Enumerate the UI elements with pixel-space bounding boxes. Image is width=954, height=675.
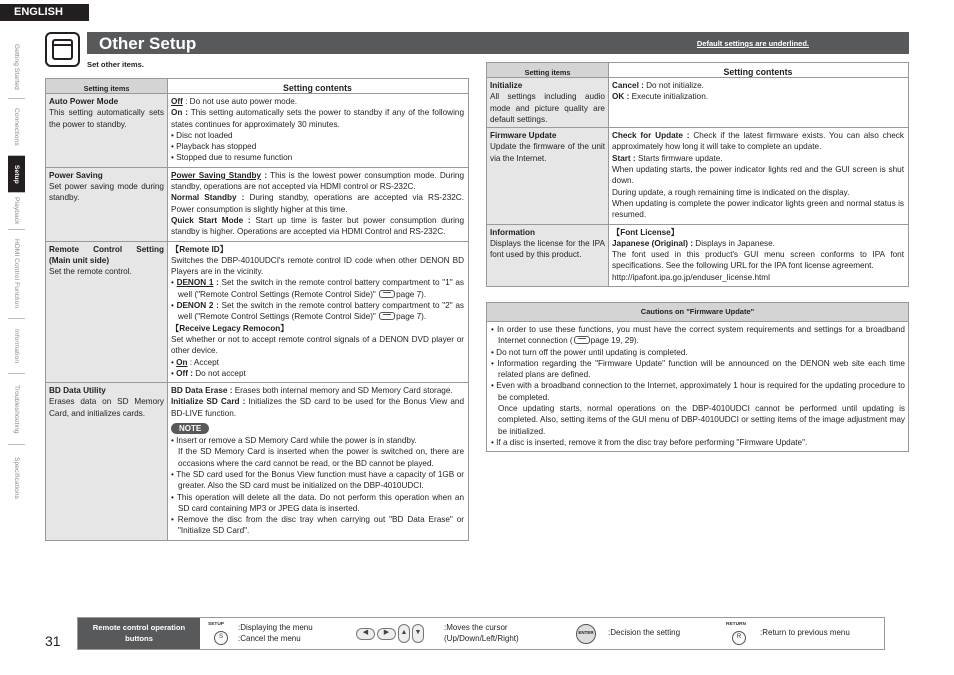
language-label: ENGLISH	[0, 4, 89, 21]
page-reference-icon	[379, 312, 395, 320]
cursor-buttons-icon	[356, 618, 424, 649]
right-settings-table	[486, 62, 909, 287]
title-bar	[87, 32, 909, 54]
side-tab-information[interactable]: Information	[13, 328, 21, 364]
cursor-down-icon: ▼	[412, 624, 424, 643]
list-item: • DENON 2 : Set the switch in the remote control battery compartment to "2" as well ("Remote Control Settings (Remote Control Side)" page 7).	[171, 301, 464, 322]
side-tab-connections[interactable]: Connections	[13, 108, 21, 146]
left-settings-table	[45, 78, 469, 541]
page-title: Other Setup	[99, 34, 197, 53]
side-tabs	[8, 36, 25, 516]
table-row-information: Information Displays the license for the IPA font used by this product. 【Font License】 Japanese (Original) : Displays in Japanese. The font used in this product's GUI menu screen conforms to IPA font specifications. See the following URL for the IPA font license agreement. http://ipafont.ipa.go.jp/enduser_license.html	[487, 225, 908, 286]
table-row-remote-control: Remote Control Setting (Main unit side) Set the remote control. 【Remote ID】 Switches the DBP-4010UDCI's remote control ID code when other DENON BD Players are in the vicinity. • DENON 1 : Set the switch in the remote control battery compartment to "1" as well ("Remote Control Settings (Remote Control Side)" page 7). • DENON 2 : Set the switch in the remote control battery compartment to "2" as well ("Remote Control Settings (Remote Control Side)" page 7). 【Receive Legacy Remocon】 Set whether or not to accept remote control signals of a DENON DVD player or other device. • On : Accept • Off : Do not accept	[46, 242, 468, 384]
return-button-icon: R	[732, 631, 746, 645]
side-tab-playback[interactable]: Playback	[13, 197, 21, 225]
table-row-initialize: Initialize All settings including audio mode and picture quality are default settings. Cancel : Do not initialize. OK : Execute initialization.	[487, 78, 908, 128]
list-item: • DENON 1 : Set the switch in the remote control battery compartment to "1" as well ("Remote Control Settings (Remote Control Side)" page 7).	[171, 278, 464, 299]
list-item: • Insert or remove a SD Memory Card while the power is in standby.	[171, 436, 417, 446]
table-row-bd-data: BD Data Utility Erases data on SD Memory Card, and initializes cards. BD Data Erase : Erases both internal memory and SD Memory Card storage. Initialize SD Card : Initializes the SD card to be used for the Bonus View and BD-LIVE function. NOTE • Insert or remove a SD Memory Card while the power is in standby. If the SD Memory Card is inserted when the power is switched on, there are occasions where the card cannot be read, or the BD cannot be played. • The SD card used for the Bonus View function must have a capacity of 1GB or greater. Also the SD card must be initialized on the DBP-4010UDCI. • This operation will delete all the data. Do not perform this operation when an SD card containing MP3 or JPEG data is inserted. • Remove the disc from the disc tray when carrying out "BD Data Erase" or "Initialize SD Card".	[46, 383, 468, 540]
list-item: • Off : Do not accept	[171, 368, 246, 378]
side-tab-getting-started[interactable]: Getting Started	[13, 44, 21, 90]
cursor-up-icon: ▲	[398, 624, 410, 643]
list-item: • Playback has stopped	[171, 142, 257, 152]
side-tab-hdmi-control[interactable]: HDMI Control Function	[13, 239, 21, 309]
enter-button-icon: ENTER	[576, 624, 596, 644]
page-subtitle: Set other items.	[87, 60, 144, 69]
note-badge: NOTE	[171, 423, 209, 434]
list-item: • On : Accept	[171, 357, 219, 367]
list-item: • Stopped due to resume function	[171, 153, 293, 163]
setup-icon	[45, 32, 80, 67]
list-item: • This operation will delete all the data. Do not perform this operation when an SD card containing MP3 or JPEG data is inserted.	[171, 492, 465, 513]
footer-label: Remote control operation buttons	[78, 618, 200, 649]
list-item: • Disc not loaded	[171, 130, 233, 140]
page-number: 31	[45, 633, 61, 649]
return-button-group: RETURN R	[726, 618, 752, 649]
table-row-power-saving: Power Saving Set power saving mode during standby. Power Saving Standby : This is the lowest power consumption mode. During standby, operations are not accepted via HDMI control or RS-232C. Normal Standby : During standby, operations are accepted via RS-232C. Power consumption is slightly higher at this time. Quick Start Mode : Start up time is faster but power consumption during standby is higher. Operations are accepted via HDMI Control and RS-232C.	[46, 168, 468, 242]
page-reference-icon	[574, 336, 590, 344]
page-reference-icon	[379, 290, 395, 298]
list-item: • If a disc is inserted, remove it from the disc tray before performing "Firmware Update".	[491, 437, 808, 447]
table-header: Setting items Setting contents	[46, 79, 468, 94]
remote-buttons-footer: Remote control operation buttons SETUP S :Displaying the menu :Cancel the menu ◀ ▶ ▲ ▼ :Moves the cursor (Up/Down/Left/Right) ENTER :Decision the setting RETURN R :Return to previous menu	[77, 617, 885, 650]
list-item: • Information regarding the "Firmware Update" function will be announced on the DENON web site each time related plans are defined.	[491, 358, 905, 380]
side-tab-troubleshooting[interactable]: Troubleshooting	[13, 384, 21, 434]
list-item: • The SD card used for the Bonus View function must have a capacity of 1GB or greater. Also the SD card must be initialized on the DBP-4010UDCI.	[171, 469, 464, 491]
list-item: • Remove the disc from the disc tray when carrying out "BD Data Erase" or "Initialize SD Card".	[171, 515, 464, 536]
cautions-title: Cautions on "Firmware Update"	[487, 303, 908, 322]
list-item: • Even with a broadband connection to the Internet, approximately 1 hour is required for the updating procedure to be completed.	[491, 381, 905, 402]
license-url: http://ipafont.ipa.go.jp/enduser_license.html	[612, 272, 770, 282]
setup-button-icon: S	[214, 631, 228, 645]
list-item: • Do not turn off the power until updating is completed.	[491, 347, 688, 357]
cursor-left-icon: ◀	[356, 628, 375, 640]
side-tab-setup[interactable]: Setup	[8, 156, 25, 192]
firmware-cautions-box: Cautions on "Firmware Update" • In order to use these functions, you must have the correct system requirements and settings for a broadband Internet connection ( page 19, 29). • Do not turn off the power until updating is completed. • Information regarding the "Firmware Update" function will be announced on the DENON web site each time related plans are defined. • Even with a broadband connection to the Internet, approximately 1 hour is required for the updating procedure to be completed. Once updating starts, normal operations on the DBP-4010UDCI cannot be performed until updating is completed. Also, setting items of the GUI menu of DBP-4010UDCI or setting items of the image adjustment may be initialized. • If a disc is inserted, remove it from the disc tray before performing "Firmware Update".	[486, 302, 909, 452]
side-tab-specifications[interactable]: Specifications	[13, 456, 21, 500]
table-row-auto-power: Auto Power Mode This setting automatically sets the power to standby. Off : Do not use auto power mode. On : This setting automatically sets the power to standby if any of the following states continues for approximately 30 minutes. • Disc not loaded • Playback has stopped • Stopped due to resume function	[46, 94, 468, 168]
cursor-right-icon: ▶	[377, 628, 396, 640]
table-row-firmware: Firmware Update Update the firmware of the unit via the Internet. Check for Update : Check if the latest firmware exists. You can also check approximately how long it will take to complete an update. Start : Starts firmware update. When updating starts, the power indicator lights red and the GUI screen is shut down. During update, a rough remaining time is indicated on the display. When updating is complete the power indicator lights green and normal status is resumed.	[487, 128, 908, 224]
table-header: Setting items Setting contents	[487, 63, 908, 78]
default-settings-note: Default settings are underlined.	[696, 39, 809, 48]
setup-button-group: SETUP S	[208, 618, 234, 649]
list-item: • In order to use these functions, you must have the correct system requirements and settings for a broadband Internet connection ( page 19, 29).	[491, 325, 905, 346]
